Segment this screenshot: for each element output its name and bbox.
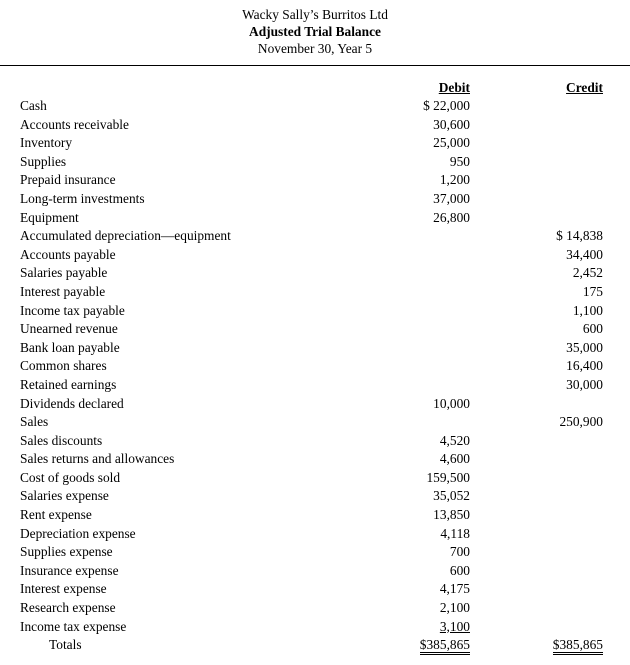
debit-amount: 4,118	[440, 525, 470, 541]
account-name: Supplies	[20, 153, 67, 169]
debit-amount: 950	[449, 153, 470, 169]
company-name: Wacky Sally’s Burritos Ltd	[242, 7, 388, 22]
account-name: Research expense	[20, 600, 116, 616]
credit-amount: 600	[582, 321, 603, 337]
table-row	[0, 413, 630, 432]
account-name: Rent expense	[20, 507, 92, 523]
table-row	[0, 506, 630, 525]
credit-amount: 2,452	[572, 265, 603, 281]
credit-amount: 175	[582, 283, 603, 299]
table-row	[0, 395, 630, 414]
account-name: Cost of goods sold	[20, 469, 121, 485]
credit-amount: 16,400	[566, 358, 603, 374]
table-row	[0, 618, 630, 637]
debit-column-header: Debit	[438, 80, 470, 95]
table-row	[0, 562, 630, 581]
table-row	[0, 246, 630, 265]
table-row	[0, 302, 630, 321]
account-name: Dividends declared	[20, 395, 124, 411]
table-row	[0, 599, 630, 618]
account-name: Accumulated depreciation—equipment	[20, 228, 231, 244]
account-name: Supplies expense	[20, 544, 113, 560]
debit-amount: 37,000	[433, 190, 470, 206]
debit-amount: 600	[449, 562, 470, 578]
account-name: Income tax payable	[20, 302, 125, 318]
totals-label: Totals	[49, 637, 82, 653]
table-row	[0, 227, 630, 246]
credit-amount: 34,400	[566, 246, 603, 262]
account-name: Salaries expense	[20, 488, 109, 504]
account-name: Sales discounts	[20, 432, 103, 448]
account-name: Unearned revenue	[20, 321, 118, 337]
debit-amount: 700	[449, 544, 470, 560]
debit-amount: 35,052	[433, 488, 470, 504]
table-row	[0, 153, 630, 172]
table-row	[0, 469, 630, 488]
table-row	[0, 357, 630, 376]
credit-amount: 250,900	[559, 414, 603, 430]
credit-total: $385,865	[553, 638, 603, 655]
table-row	[0, 432, 630, 451]
debit-amount: $ 22,000	[423, 98, 470, 113]
report-title: Adjusted Trial Balance	[249, 24, 381, 39]
account-name: Long-term investments	[20, 190, 145, 206]
table-row	[0, 525, 630, 544]
table-row	[0, 264, 630, 283]
debit-amount: 13,850	[433, 507, 470, 523]
totals-row	[0, 636, 630, 655]
debit-total: $385,865	[420, 638, 470, 655]
debit-amount: 25,000	[433, 135, 470, 151]
account-name: Sales returns and allowances	[20, 451, 175, 467]
table-row	[0, 543, 630, 562]
debit-amount: 3,100	[439, 618, 470, 634]
credit-column-header: Credit	[566, 80, 603, 95]
table-row	[0, 209, 630, 228]
debit-amount: 1,200	[439, 172, 470, 188]
debit-amount: 159,500	[426, 469, 470, 485]
debit-amount: 10,000	[433, 395, 470, 411]
account-name: Insurance expense	[20, 562, 119, 578]
debit-amount: 4,600	[439, 451, 470, 467]
credit-amount: 1,100	[572, 302, 603, 318]
account-name: Accounts payable	[20, 246, 116, 262]
table-row	[0, 97, 630, 116]
credit-amount: $ 14,838	[556, 228, 603, 244]
table-row	[0, 283, 630, 302]
debit-amount: 4,520	[439, 432, 470, 448]
account-name: Retained earnings	[20, 376, 117, 392]
table-row	[0, 339, 630, 358]
account-name: Inventory	[20, 135, 73, 151]
account-name: Bank loan payable	[20, 339, 120, 355]
account-name: Interest payable	[20, 283, 106, 299]
account-name: Cash	[20, 98, 47, 113]
account-name: Income tax expense	[20, 618, 127, 634]
trial-balance-table	[0, 97, 630, 655]
table-row	[0, 134, 630, 153]
account-name: Prepaid insurance	[20, 172, 116, 188]
debit-amount: 4,175	[439, 581, 470, 597]
debit-amount: 2,100	[439, 600, 470, 616]
table-row	[0, 487, 630, 506]
account-name: Accounts receivable	[20, 116, 129, 132]
header-divider	[0, 65, 630, 66]
table-row	[0, 190, 630, 209]
debit-amount: 30,600	[433, 116, 470, 132]
table-row	[0, 116, 630, 135]
account-name: Interest expense	[20, 581, 107, 597]
account-name: Sales	[20, 414, 49, 430]
table-row	[0, 376, 630, 395]
account-name: Common shares	[20, 358, 107, 374]
credit-amount: 35,000	[566, 339, 603, 355]
account-name: Depreciation expense	[20, 525, 136, 541]
account-name: Equipment	[20, 209, 79, 225]
debit-amount: 26,800	[433, 209, 470, 225]
table-row	[0, 171, 630, 190]
table-row	[0, 450, 630, 469]
table-row	[0, 320, 630, 339]
report-date: November 30, Year 5	[257, 41, 373, 56]
report-header	[0, 6, 630, 57]
table-row	[0, 580, 630, 599]
account-name: Salaries payable	[20, 265, 108, 281]
credit-amount: 30,000	[566, 376, 603, 392]
